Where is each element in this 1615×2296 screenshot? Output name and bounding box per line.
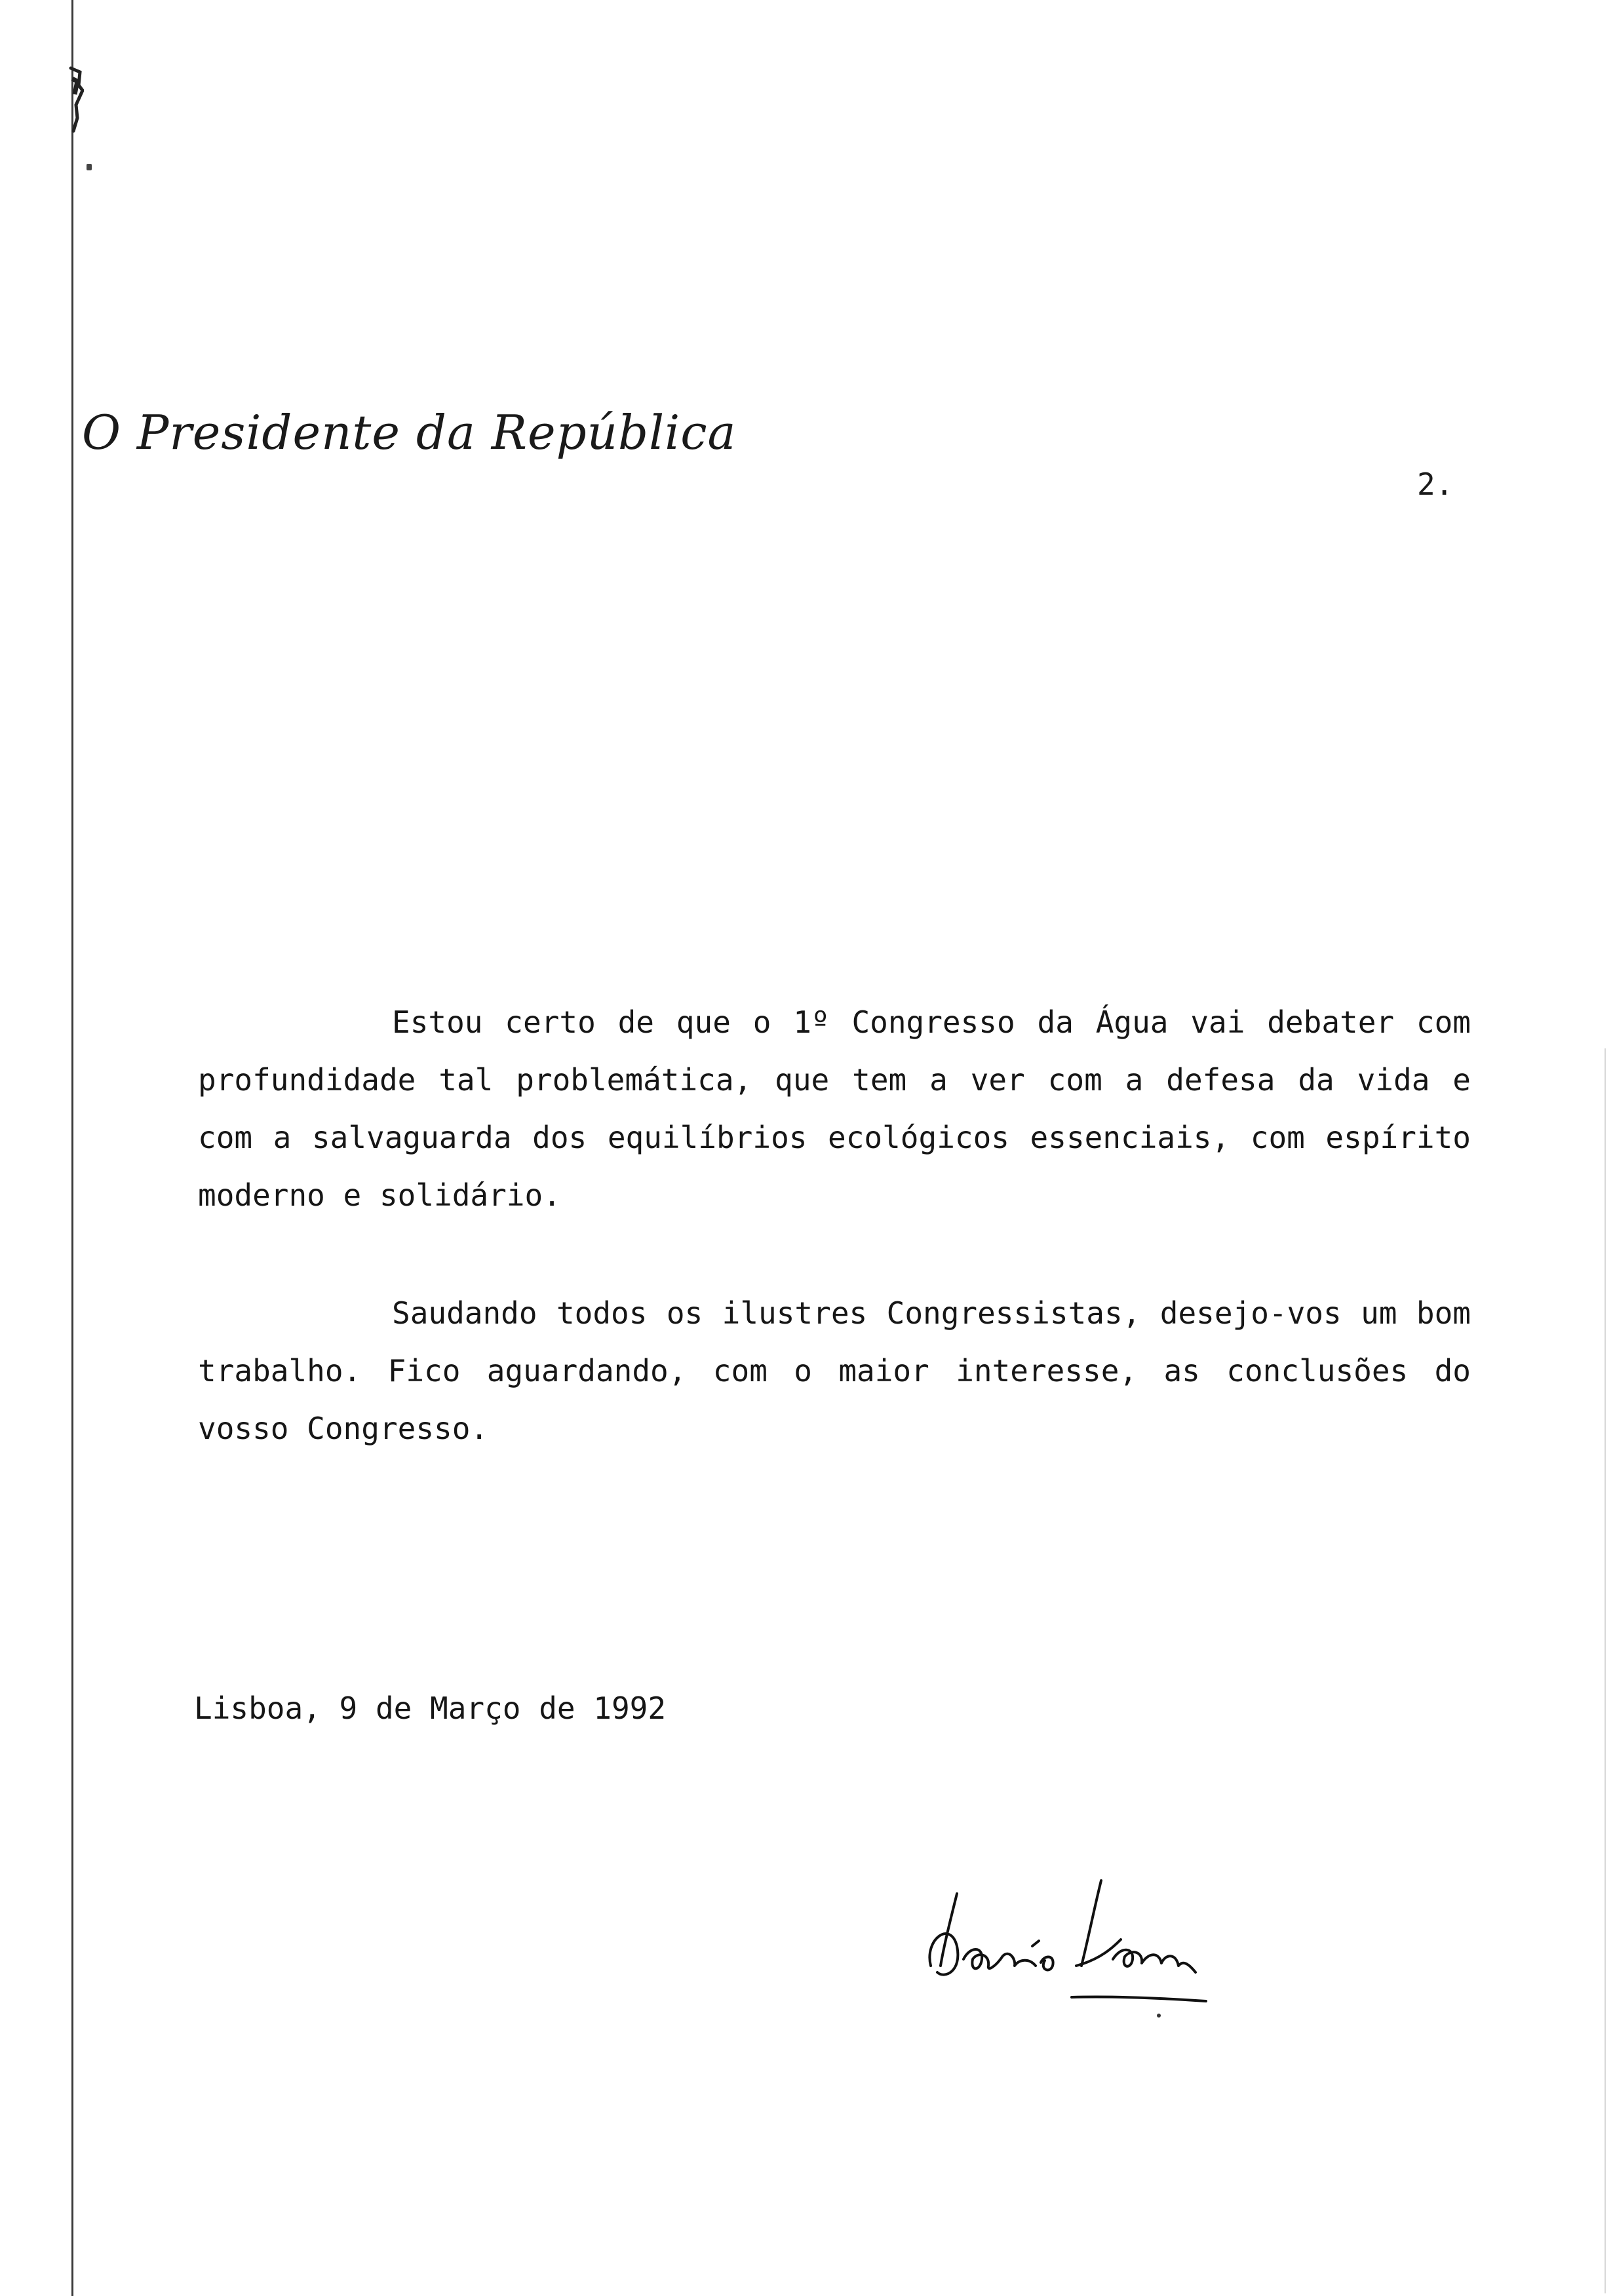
binding-mark-icon [68, 66, 84, 138]
signature-icon [905, 1867, 1219, 2025]
letterhead-title: O Presidente da República [82, 405, 737, 460]
dateline: Lisboa, 9 de Março de 1992 [194, 1691, 667, 1726]
body-paragraph: Saudando todos os ilustres Congressistas, desejo-vos um bom trabalho. Fico aguardando, com o maior interesse, as conclusões do vosso Congresso. [198, 1295, 1471, 1446]
body-paragraph: Estou certo de que o 1º Congresso da Água vai debater com profundidade tal problemática, que tem a ver com a defesa da vida e com a salvaguarda dos equilíbrios ecológicos essenciais, com espírito moderno e solidário. [198, 1004, 1471, 1213]
page-edge [1605, 1048, 1606, 2293]
binding-speck [87, 164, 92, 170]
binding-edge [71, 0, 73, 2296]
page-number: 2. [1417, 467, 1454, 502]
